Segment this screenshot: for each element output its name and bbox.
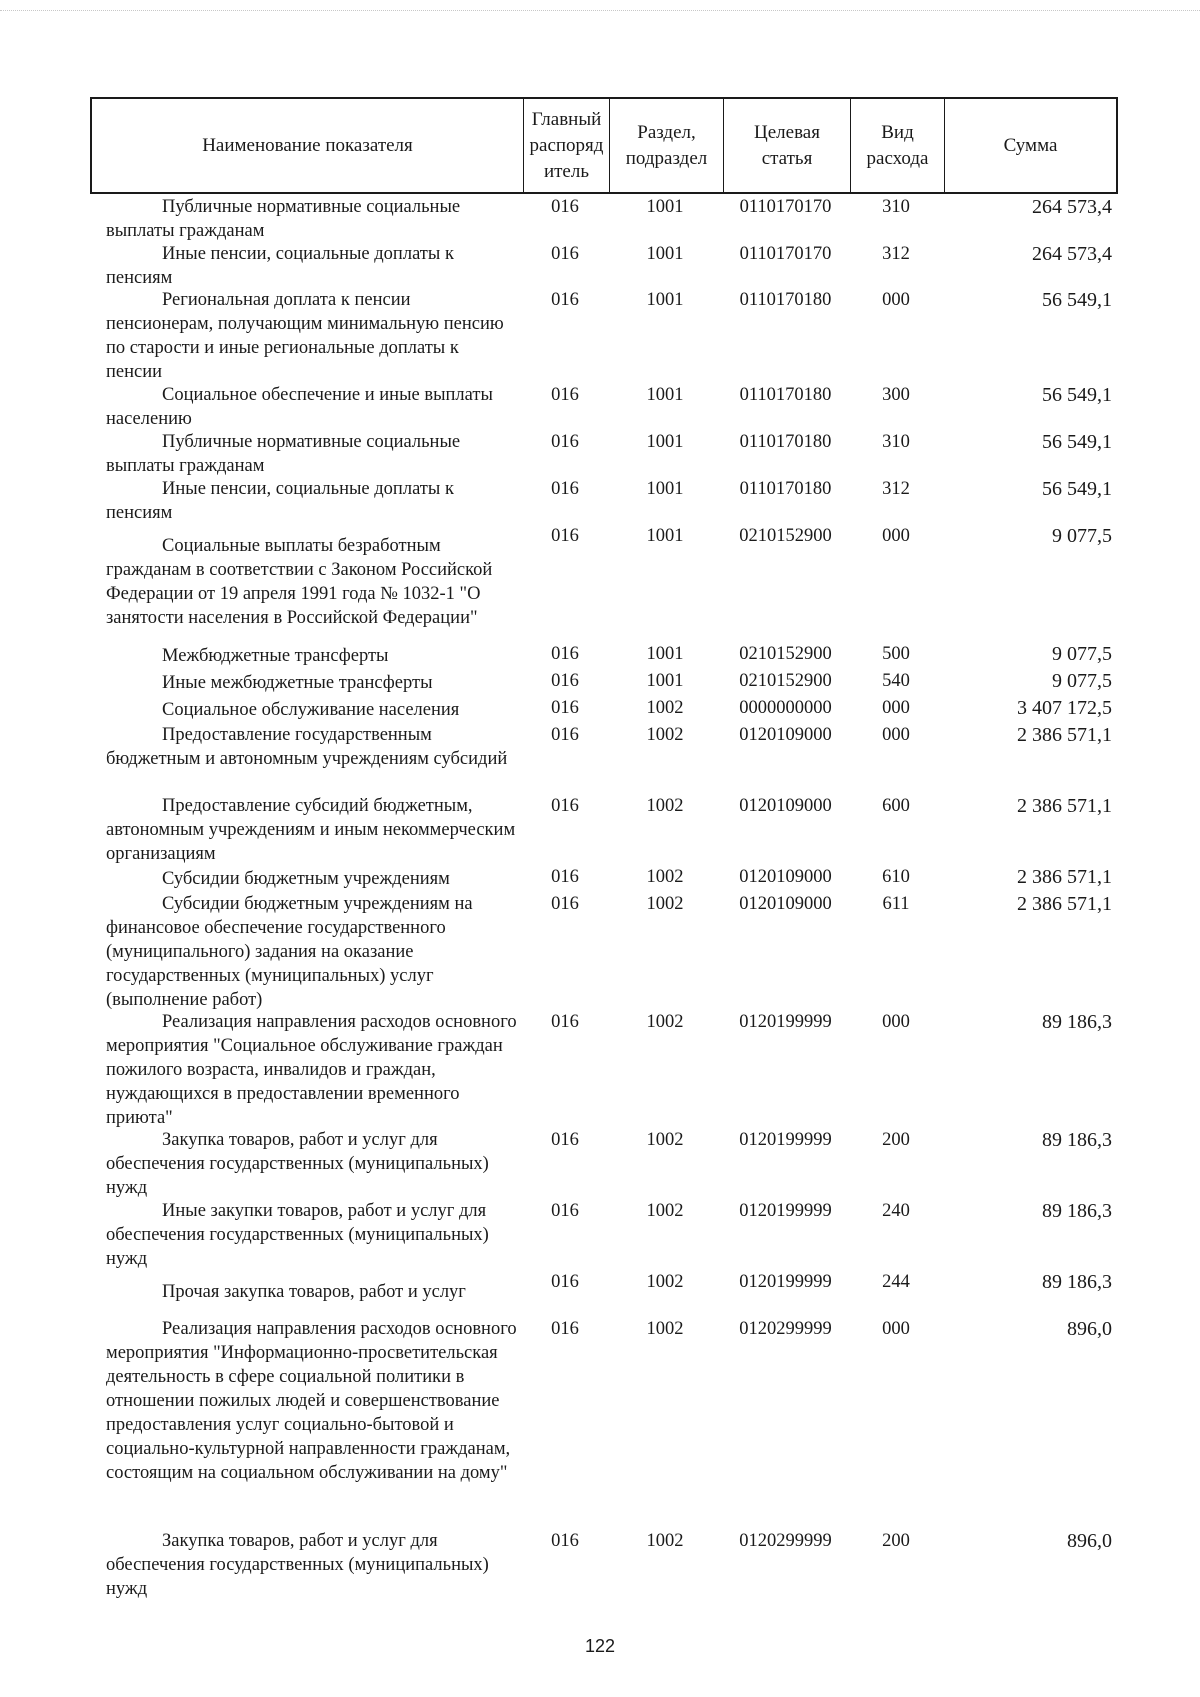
row-admin: 016 [551,894,579,914]
row-name: Публичные нормативные социальные выплаты гражданам [106,197,461,241]
row-article: 0210152900 [739,644,832,664]
top-scan-border [0,10,1200,11]
row-admin: 016 [551,644,579,664]
row-admin: 016 [551,1272,579,1292]
row-section: 1002 [646,1130,684,1150]
row-section: 1002 [646,1201,684,1221]
row-name: Межбюджетные трансферты [162,646,389,666]
row-type: 000 [882,290,910,310]
row-admin: 016 [551,244,579,264]
row-sum: 89 186,3 [1042,1129,1112,1151]
row-admin: 016 [551,1130,579,1150]
row-admin: 016 [551,796,579,816]
row-article: 0110170170 [739,244,832,264]
row-sum: 56 549,1 [1042,478,1112,500]
row-section: 1002 [646,894,684,914]
header-sum-line: Сумма [1003,134,1058,156]
row-type: 000 [882,698,910,718]
header-admin-line: итель [543,160,590,182]
row-section: 1002 [646,698,684,718]
table-row [90,195,1118,242]
row-name: Предоставление государственным бюджетным и автономным учреждениям субсидий [106,725,508,769]
row-article: 0120199999 [739,1012,832,1032]
row-name: Иные межбюджетные трансферты [162,673,433,693]
row-type: 611 [882,894,910,914]
row-section: 1002 [646,867,684,887]
row-type: 312 [882,479,910,499]
header-admin [524,99,610,192]
row-sum: 9 077,5 [1052,670,1112,692]
row-admin: 016 [551,698,579,718]
row-sum: 9 077,5 [1052,643,1112,665]
row-sum: 56 549,1 [1042,384,1112,406]
table-row [90,383,1118,430]
row-section: 1002 [646,1012,684,1032]
row-name: Субсидии бюджетным учреждениям [162,869,450,889]
row-section: 1002 [646,1531,684,1551]
table-row [90,477,1118,524]
row-type: 540 [882,671,910,691]
row-name: Иные пенсии, социальные доплаты к пенсиям [106,479,454,523]
table-row [90,524,1118,642]
row-admin: 016 [551,197,579,217]
table-row [90,242,1118,288]
table-row [90,1010,1118,1128]
row-section: 1002 [646,1272,684,1292]
header-sum [945,99,1116,192]
header-section-line: подраздел [625,147,708,169]
table-row [90,642,1118,669]
page-number: 122 [584,1636,616,1656]
table-row [90,430,1118,477]
header-type-line: Вид [881,121,914,143]
row-sum: 896,0 [1067,1318,1112,1340]
row-type: 244 [882,1272,910,1292]
header-admin-line: Главный [531,108,602,130]
row-article: 0120199999 [739,1130,832,1150]
row-sum: 2 386 571,1 [1017,724,1112,746]
row-name: Закупка товаров, работ и услуг для обеспечения государственных (муниципальных) нужд [106,1531,489,1599]
row-sum: 264 573,4 [1032,243,1112,265]
row-admin: 016 [551,479,579,499]
row-section: 1002 [646,725,684,745]
table-row [90,1270,1118,1317]
row-name: Иные закупки товаров, работ и услуг для обеспечения государственных (муниципальных) нужд [106,1201,489,1269]
row-article: 0110170180 [739,479,832,499]
table-row [90,865,1118,892]
row-sum: 896,0 [1067,1530,1112,1552]
header-article-line: Целевая [754,121,820,143]
header-article-line: статья [761,147,813,169]
table-row [90,794,1118,865]
row-article: 0120299999 [739,1319,832,1339]
row-type: 600 [882,796,910,816]
table-row [90,723,1118,794]
header-section-line: Раздел, [637,121,696,143]
row-admin: 016 [551,867,579,887]
table-row [90,288,1118,383]
row-section: 1001 [646,479,684,499]
row-sum: 56 549,1 [1042,431,1112,453]
row-sum: 89 186,3 [1042,1271,1112,1293]
row-section: 1001 [646,644,684,664]
table-header [90,97,1118,194]
row-type: 200 [882,1130,910,1150]
row-admin: 016 [551,290,579,310]
row-article: 0120199999 [739,1272,832,1292]
row-type: 312 [882,244,910,264]
row-admin: 016 [551,725,579,745]
row-type: 310 [882,432,910,452]
row-article: 0120109000 [739,867,832,887]
header-name [92,99,524,192]
row-sum: 89 186,3 [1042,1011,1112,1033]
row-type: 000 [882,1012,910,1032]
row-section: 1001 [646,432,684,452]
row-article: 0120109000 [739,796,832,816]
table-body [90,195,1118,1601]
row-name: Региональная доплата к пенсии пенсионерам, получающим минимальную пенсию по старости и иные региональные доплаты к пенсии [106,290,504,382]
row-section: 1001 [646,526,684,546]
row-article: 0120199999 [739,1201,832,1221]
row-admin: 016 [551,671,579,691]
row-sum: 9 077,5 [1052,525,1112,547]
row-type: 310 [882,197,910,217]
row-name: Публичные нормативные социальные выплаты гражданам [106,432,461,476]
row-sum: 89 186,3 [1042,1200,1112,1222]
row-name: Реализация направления расходов основного мероприятия "Социальное обслуживание граждан пожилого возраста, инвалидов и граждан, нуждающихся в предоставлении временного приюта" [106,1012,517,1128]
row-admin: 016 [551,526,579,546]
row-name: Субсидии бюджетным учреждениям на финансовое обеспечение государственного (муниципального) задания на оказание государственных (муниципальных) услуг (выполнение работ) [106,894,473,1010]
table-row [90,892,1118,1010]
header-admin-line: распоряд [529,134,604,156]
row-sum: 2 386 571,1 [1017,866,1112,888]
row-admin: 016 [551,1201,579,1221]
row-name: Предоставление субсидий бюджетным, автономным учреждениям и иным некоммерческим организациям [106,796,516,864]
header-name-line: Наименование показателя [202,134,413,156]
row-name: Социальное обеспечение и иные выплаты населению [106,385,493,429]
row-type: 000 [882,1319,910,1339]
table-row [90,696,1118,723]
row-type: 200 [882,1531,910,1551]
row-section: 1002 [646,1319,684,1339]
row-sum: 264 573,4 [1032,196,1112,218]
row-type: 000 [882,526,910,546]
table-row [90,669,1118,696]
row-sum: 3 407 172,5 [1017,697,1112,719]
header-section [610,99,724,192]
row-type: 500 [882,644,910,664]
row-article: 0110170180 [739,385,832,405]
row-name: Социальное обслуживание населения [162,700,460,720]
row-article: 0110170180 [739,290,832,310]
row-type: 610 [882,867,910,887]
row-section: 1002 [646,796,684,816]
row-section: 1001 [646,671,684,691]
row-admin: 016 [551,432,579,452]
row-admin: 016 [551,1012,579,1032]
row-admin: 016 [551,1531,579,1551]
row-admin: 016 [551,1319,579,1339]
row-sum: 56 549,1 [1042,289,1112,311]
header-type [851,99,945,192]
row-name: Социальные выплаты безработным гражданам в соответствии с Законом Российской Федерации от 19 апреля 1991 года № 1032-1 "О занятости населения в Российской Федерации" [106,536,493,628]
row-type: 300 [882,385,910,405]
row-section: 1001 [646,290,684,310]
table-row [90,1317,1118,1529]
row-sum: 2 386 571,1 [1017,795,1112,817]
row-type: 000 [882,725,910,745]
row-name: Закупка товаров, работ и услуг для обеспечения государственных (муниципальных) нужд [106,1130,489,1198]
row-article: 0210152900 [739,671,832,691]
row-type: 240 [882,1201,910,1221]
row-name: Реализация направления расходов основного мероприятия "Информационно-просветительская деятельность в сфере социальной политики в отношении пожилых людей и совершенствование предоставления услуг социально-бытовой и социально-культурной направленности гражданам, состоящим на социальном обслуживании на дому" [106,1319,517,1483]
row-article: 0110170170 [739,197,832,217]
header-article [724,99,851,192]
row-name: Прочая закупка товаров, работ и услуг [162,1282,466,1302]
row-name: Иные пенсии, социальные доплаты к пенсиям [106,244,454,288]
row-section: 1001 [646,197,684,217]
table-row [90,1199,1118,1270]
row-admin: 016 [551,385,579,405]
row-article: 0000000000 [739,698,832,718]
row-article: 0210152900 [739,526,832,546]
row-article: 0120109000 [739,725,832,745]
row-section: 1001 [646,385,684,405]
row-article: 0110170180 [739,432,832,452]
row-section: 1001 [646,244,684,264]
row-sum: 2 386 571,1 [1017,893,1112,915]
row-article: 0120299999 [739,1531,832,1551]
table-row [90,1529,1118,1601]
row-article: 0120109000 [739,894,832,914]
header-type-line: расхода [866,147,929,169]
table-row [90,1128,1118,1199]
